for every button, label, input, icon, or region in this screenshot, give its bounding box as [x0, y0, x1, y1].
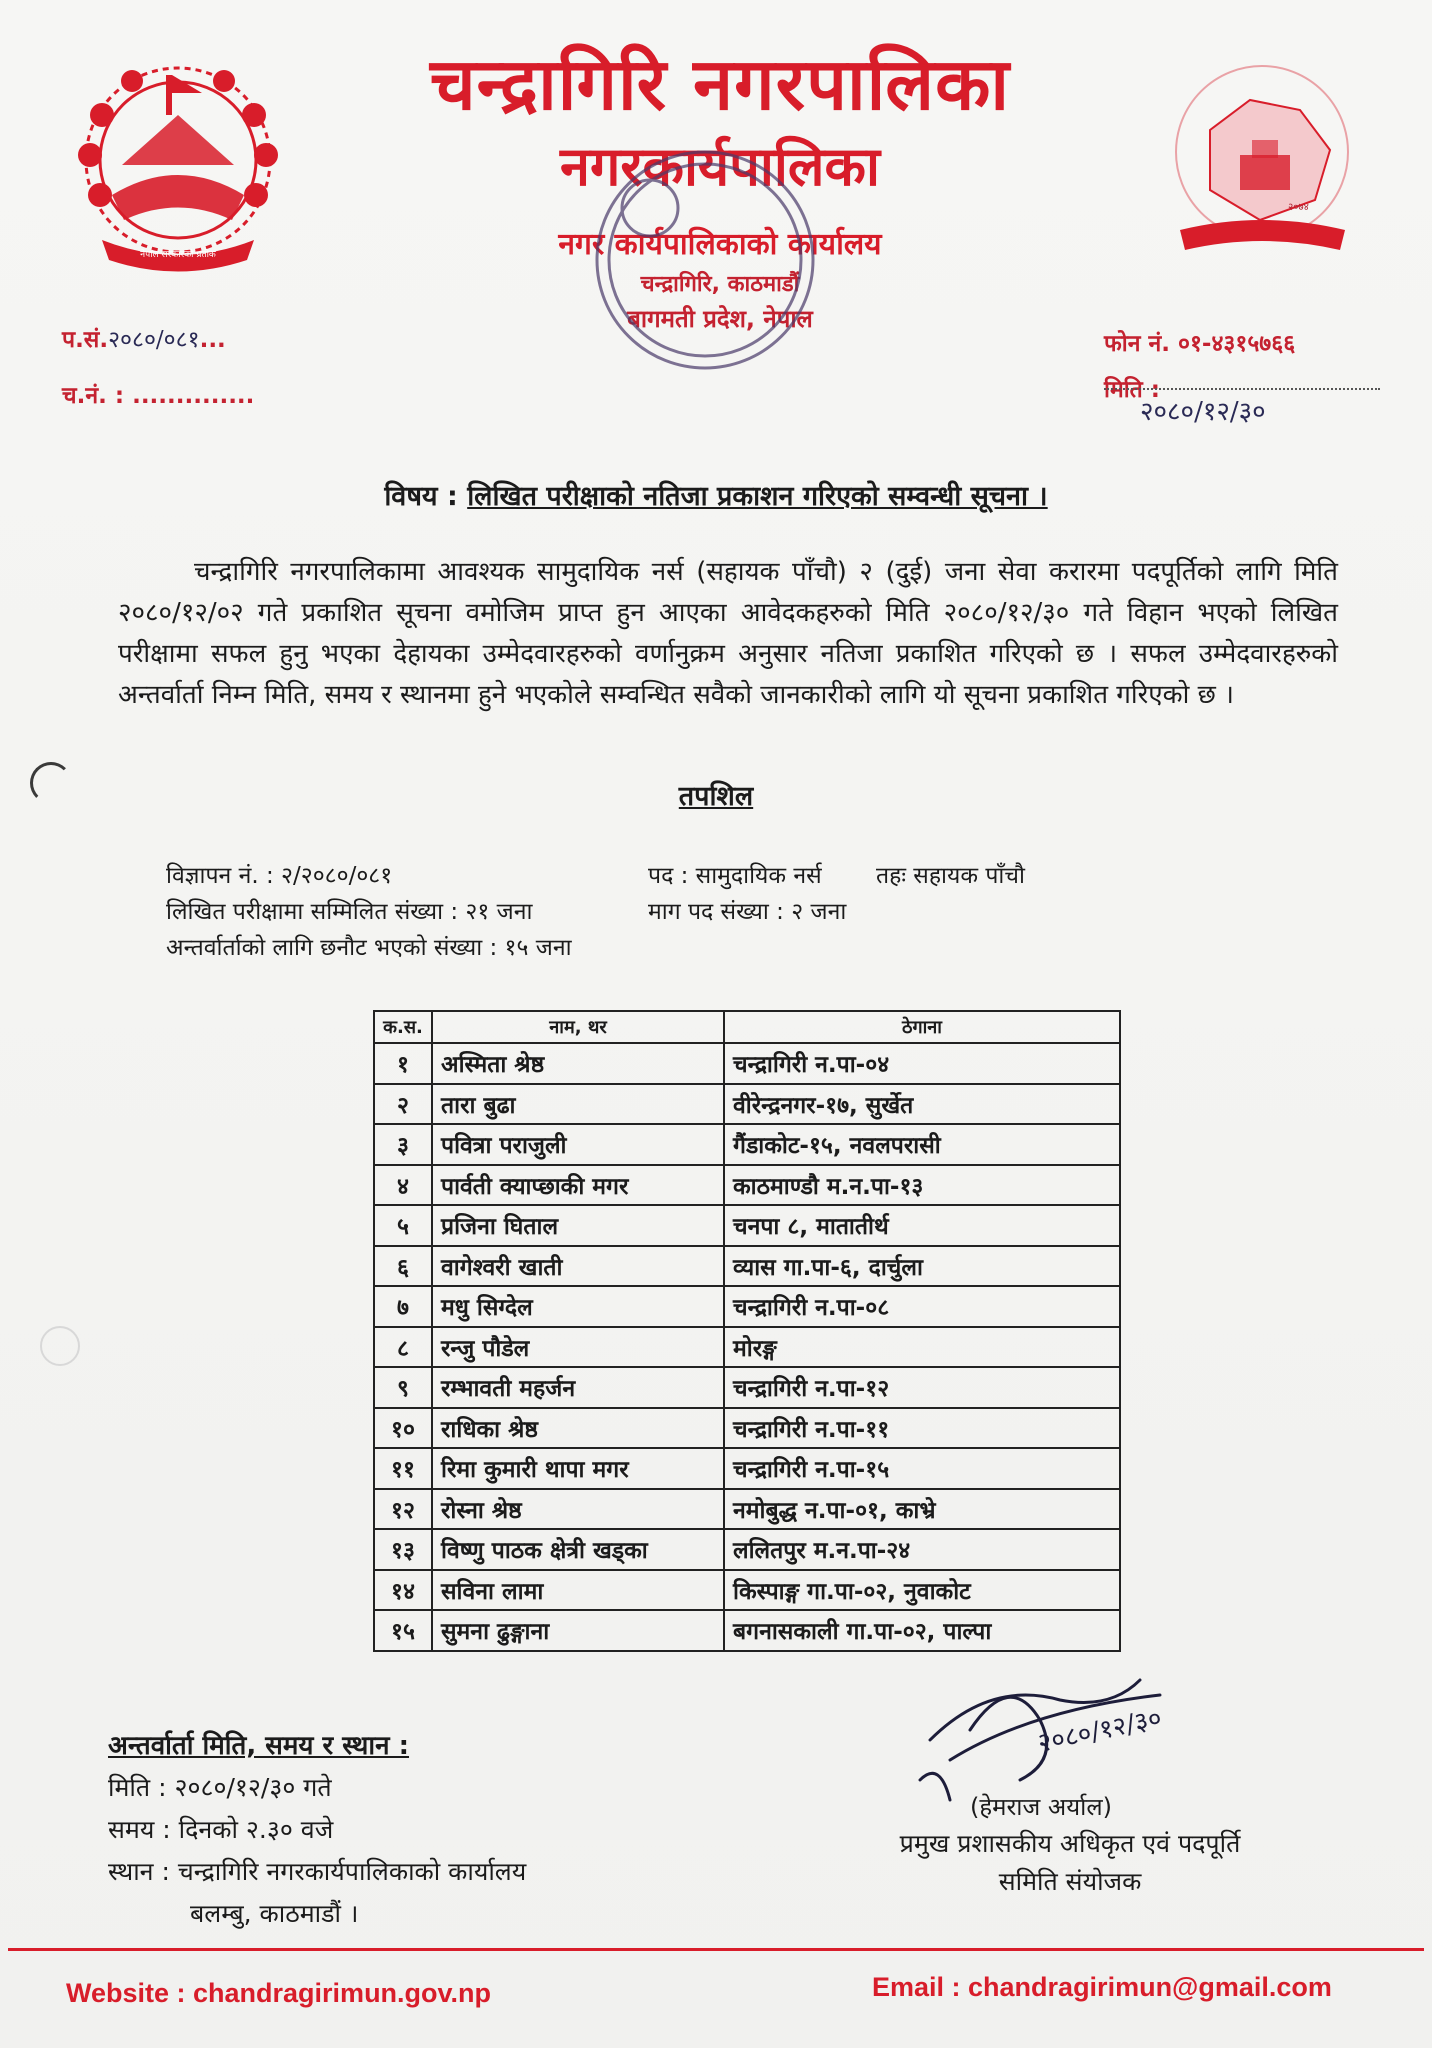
table-row	[374, 1084, 1120, 1125]
punch-hole-icon	[30, 762, 72, 804]
appeared-count: लिखित परीक्षामा सम्मिलित संख्या : २१ जना	[166, 899, 533, 925]
row-serial: २	[374, 1084, 432, 1125]
row-serial: १५	[374, 1610, 432, 1651]
punch-hole-icon	[40, 1326, 80, 1366]
interview-place-line2: बलम्बु, काठमाडौं ।	[190, 1899, 359, 1928]
row-serial: १३	[374, 1529, 432, 1570]
row-serial: ८	[374, 1327, 432, 1368]
svg-text:नेपाल सरकारको प्रतीक: नेपाल सरकारको प्रतीक	[140, 250, 216, 260]
table-row	[374, 1205, 1120, 1246]
municipality-subtitle: नगरकार्यपालिका	[560, 135, 880, 198]
row-address: काठमाण्डौ म.न.पा-१३	[724, 1165, 1120, 1206]
row-name: रम्भावती महर्जन	[432, 1367, 724, 1408]
office-name: नगर कार्यपालिकाको कार्यालय	[558, 227, 882, 262]
office-address-line1: चन्द्रागिरि, काठमाडौं	[640, 272, 800, 297]
row-name: प्रजिना घिताल	[432, 1205, 724, 1246]
table-row	[374, 1246, 1120, 1287]
row-name: रोस्ना श्रेष्ठ	[432, 1489, 724, 1530]
row-name: अस्मिता श्रेष्ठ	[432, 1043, 724, 1084]
advert-number: विज्ञापन नं. : २/२०८०/०८१	[166, 863, 393, 889]
row-serial: ६	[374, 1246, 432, 1287]
signatory-role-line2: समिति संयोजक	[998, 1867, 1142, 1896]
row-address: चन्द्रागिरी न.पा-०८	[724, 1286, 1120, 1327]
table-row	[374, 1286, 1120, 1327]
details-heading: तपशिल	[678, 781, 754, 812]
table-row	[374, 1570, 1120, 1611]
row-name: राधिका श्रेष्ठ	[432, 1408, 724, 1449]
municipality-logo-icon	[1170, 60, 1355, 260]
row-name: तारा बुढा	[432, 1084, 724, 1125]
row-address: किस्पाङ्ग गा.पा-०२, नुवाकोट	[724, 1570, 1120, 1611]
svg-text:२०८०/१२/३०: २०८०/१२/३०	[1035, 1703, 1165, 1759]
post-level: तहः सहायक पाँचौ	[876, 863, 1025, 889]
header-serial: क.स.	[374, 1011, 432, 1043]
municipality-title: चन्द्रागिरि नगरपालिका	[429, 42, 1011, 126]
row-address: नमोबुद्ध न.पा-०१, काभ्रे	[724, 1489, 1120, 1530]
post-name: पद : सामुदायिक नर्स	[648, 863, 822, 889]
office-address-line2: बागमती प्रदेश, नेपाल	[627, 305, 813, 333]
row-address: चन्द्रागिरी न.पा-१५	[724, 1448, 1120, 1489]
notice-subject: विषय : लिखित परीक्षाको नतिजा प्रकाशन गरिएको सम्वन्धी सूचना ।	[384, 481, 1048, 512]
header-name: नाम, थर	[432, 1011, 724, 1043]
footer-divider	[8, 1948, 1424, 1951]
row-address: व्यास गा.पा-६, दार्चुला	[724, 1246, 1120, 1287]
table-row	[374, 1327, 1120, 1368]
row-serial: ५	[374, 1205, 432, 1246]
row-name: सुमना ढुङ्गाना	[432, 1610, 724, 1651]
interview-time: समय : दिनको २.३० वजे	[108, 1815, 334, 1844]
row-name: सविना लामा	[432, 1570, 724, 1611]
table-row	[374, 1489, 1120, 1530]
row-serial: ९	[374, 1367, 432, 1408]
row-serial: १०	[374, 1408, 432, 1449]
svg-text:२०७४: २०७४	[1288, 202, 1309, 213]
footer-email: Email : chandragirimun@gmail.com	[872, 1972, 1332, 2002]
signatory-name: (हेमराज अर्याल)	[970, 1793, 1113, 1821]
row-name: पवित्रा पराजुली	[432, 1124, 724, 1165]
row-address: मोरङ्ग	[724, 1327, 1120, 1368]
table-row	[374, 1124, 1120, 1165]
row-serial: ७	[374, 1286, 432, 1327]
shortlisted-count: अन्तर्वार्ताको लागि छनौट भएको संख्या : १५ जना	[166, 935, 572, 961]
results-table	[373, 1010, 1121, 1652]
footer-website: Website : chandragirimun.gov.np	[66, 1978, 492, 2008]
notice-paragraph: चन्द्रागिरि नगरपालिकामा आवश्यक सामुदायिक नर्स (सहायक पाँचौ) २ (दुई) जना सेवा करारमा पदपूर्तिको लागि मिति २०८०/१२/०२ गते प्रकाशित सूचना वमोजिम प्राप्त हुन आएका आवेदकहरुको मिति २०८०/१२/३० गते विहान भएको लिखित परीक्षामा सफल हुनु भएका देहायका उम्मेदवारहरुको वर्णानुक्रम अनुसार नतिजा प्रकाशित गरिएको छ । सफल उम्मेदवारहरुको अन्तर्वार्ता निम्न मिति, समय र स्थानमा हुने भएकोले सम्वन्धित सवैको जानकारीको लागि यो सूचना प्रकाशित गरिएको छ ।	[118, 557, 1338, 710]
row-serial: ३	[374, 1124, 432, 1165]
row-serial: ११	[374, 1448, 432, 1489]
row-name: रिमा कुमारी थापा मगर	[432, 1448, 724, 1489]
interview-date: मिति : २०८०/१२/३० गते	[108, 1773, 332, 1802]
table-row	[374, 1165, 1120, 1206]
table-row	[374, 1408, 1120, 1449]
table-row	[374, 1448, 1120, 1489]
table-header-row	[374, 1011, 1120, 1043]
row-name: विष्णु पाठक क्षेत्री खड्का	[432, 1529, 724, 1570]
table-row	[374, 1043, 1120, 1084]
office-stamp-icon	[580, 140, 830, 380]
row-address: वीरेन्द्रनगर-१७, सुर्खेत	[724, 1084, 1120, 1125]
row-name: पार्वती क्याप्छाकी मगर	[432, 1165, 724, 1206]
date-dotted-line	[1104, 388, 1380, 390]
dispatch-number: च.नं. : ..............	[62, 383, 255, 409]
table-row	[374, 1529, 1120, 1570]
row-address: ललितपुर म.न.पा-२४	[724, 1529, 1120, 1570]
header-address: ठेगाना	[724, 1011, 1120, 1043]
results-table-body	[374, 1043, 1120, 1651]
phone-number: फोन नं. ०१-४३१५७६६	[1104, 331, 1296, 357]
demand-count: माग पद संख्या : २ जना	[648, 899, 847, 925]
row-serial: ४	[374, 1165, 432, 1206]
row-serial: १	[374, 1043, 432, 1084]
row-serial: १४	[374, 1570, 432, 1611]
date-value: २०८०/१२/३०	[1140, 397, 1266, 427]
nepal-emblem-icon	[62, 55, 294, 275]
row-address: चन्द्रागिरी न.पा-०४	[724, 1043, 1120, 1084]
row-address: चनपा ८, मातातीर्थ	[724, 1205, 1120, 1246]
date-label: मिति :	[1104, 377, 1160, 403]
table-row	[374, 1367, 1120, 1408]
signatory-role: प्रमुख प्रशासकीय अधिकृत एवं पदपूर्ति	[899, 1829, 1241, 1858]
interview-heading: अन्तर्वार्ता मिति, समय र स्थान :	[108, 1731, 410, 1761]
interview-place: स्थान : चन्द्रागिरि नगरकार्यपालिकाको कार्यालय	[108, 1857, 527, 1886]
row-address: बगनासकाली गा.पा-०२, पाल्पा	[724, 1610, 1120, 1651]
reference-number: प.सं.२०८०/०८१...	[62, 327, 226, 353]
row-serial: १२	[374, 1489, 432, 1530]
row-address: चन्द्रागिरी न.पा-११	[724, 1408, 1120, 1449]
row-address: चन्द्रागिरी न.पा-१२	[724, 1367, 1120, 1408]
row-name: वागेश्वरी खाती	[432, 1246, 724, 1287]
row-name: मधु सिग्देल	[432, 1286, 724, 1327]
row-address: गैंडाकोट-१५, नवलपरासी	[724, 1124, 1120, 1165]
row-name: रन्जु पौडेल	[432, 1327, 724, 1368]
